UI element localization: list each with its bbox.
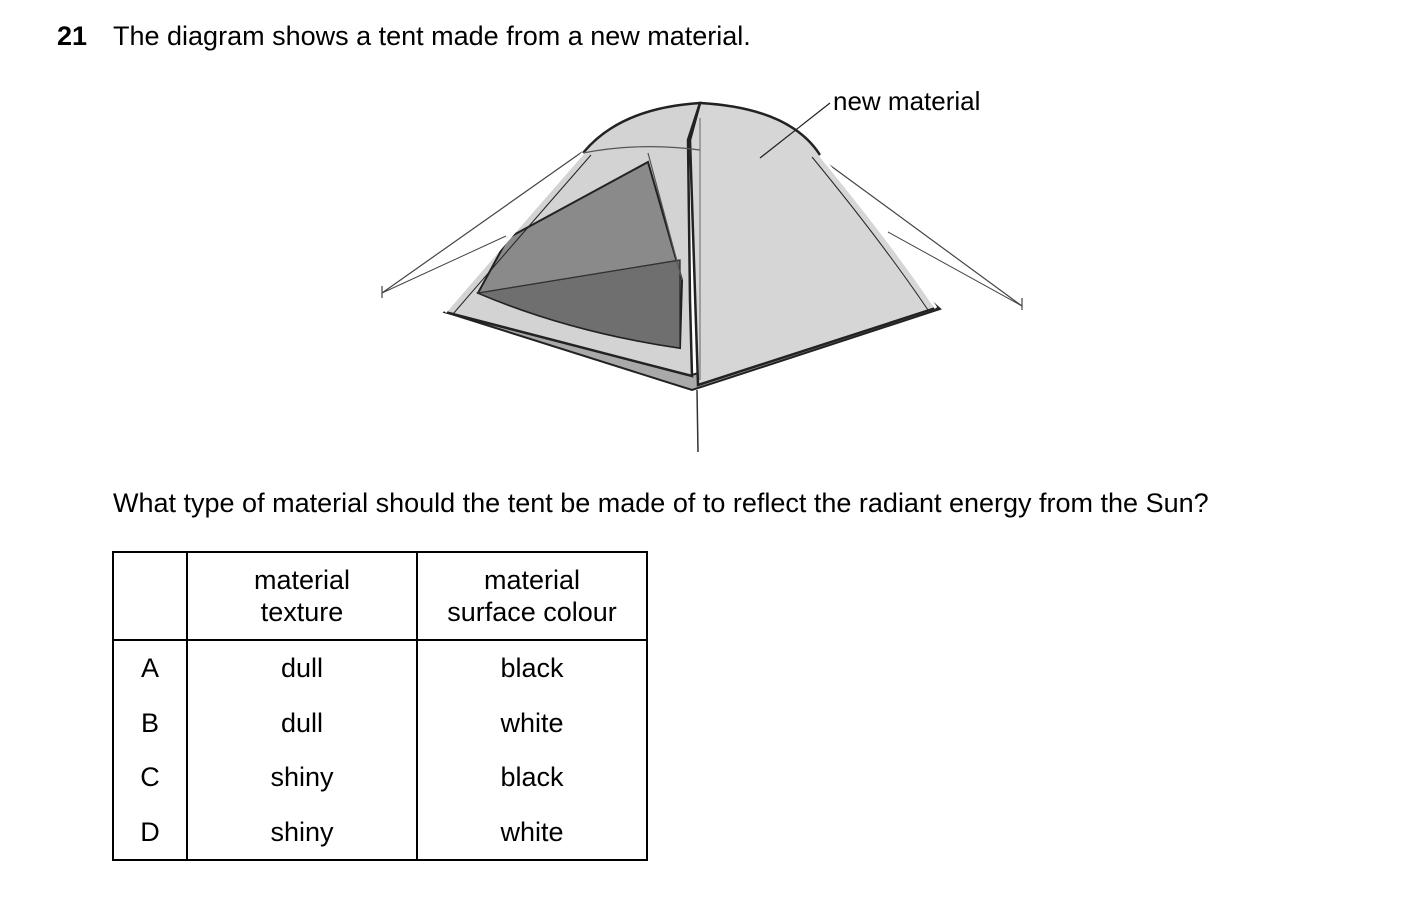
answer-options-table [112, 551, 648, 861]
option-colour: black [417, 750, 647, 805]
question-number: 21 [57, 21, 88, 51]
table-row [113, 696, 647, 751]
option-letter: D [113, 805, 187, 861]
header-texture [187, 552, 417, 640]
tent-right-panel [690, 103, 936, 385]
option-texture: shiny [187, 805, 417, 861]
centre-pole [697, 390, 698, 452]
option-letter: B [113, 696, 187, 751]
table-header-row [113, 552, 647, 640]
header-colour-line1: material [483, 565, 581, 595]
table-row [113, 640, 647, 696]
tent-diagram [370, 80, 1030, 460]
header-colour [417, 552, 647, 640]
option-colour: white [417, 805, 647, 861]
header-texture-line2: texture [260, 597, 344, 627]
table-row [113, 750, 647, 805]
option-colour: black [417, 640, 647, 696]
option-texture: shiny [187, 750, 417, 805]
header-colour-line2: surface colour [447, 597, 617, 627]
question-prompt: What type of material should the tent be made of to reflect the radiant energy from the Sun? [113, 488, 1209, 518]
question-intro: The diagram shows a tent made from a new material. [113, 21, 751, 51]
figure-label: new material [833, 86, 981, 116]
option-texture: dull [187, 640, 417, 696]
table-row [113, 805, 647, 861]
option-texture: dull [187, 696, 417, 751]
option-colour: white [417, 696, 647, 751]
header-letter [113, 552, 187, 640]
header-texture-line1: material [253, 565, 351, 595]
option-letter: C [113, 750, 187, 805]
option-letter: A [113, 640, 187, 696]
